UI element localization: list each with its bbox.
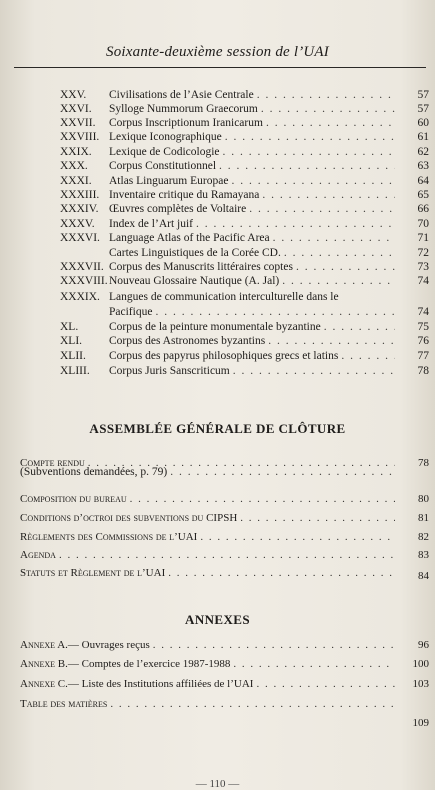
dot-leader: [107, 697, 395, 711]
dot-leader: [197, 530, 395, 544]
dot-leader: [265, 334, 395, 348]
toc-entry-page: 73: [417, 261, 429, 273]
toc-entry-title: Lexique Iconographique: [109, 131, 222, 143]
toc-entry-title-line: [109, 217, 395, 231]
toc-entry-number: XLI.: [60, 335, 83, 347]
assemblee-entry-title-line: [20, 511, 395, 525]
assemblee-entry-title: Compte rendu: [20, 457, 85, 469]
dot-leader: [253, 677, 395, 691]
assemblee-entry-page: 81: [418, 512, 429, 524]
page-number: — 110 —: [195, 778, 240, 790]
toc-entry-number: XXXI.: [60, 175, 92, 187]
toc-entry-number: XXXIII.: [60, 189, 100, 201]
toc-entry-number: XXVIII.: [60, 131, 100, 143]
assemblee-entry-page: 78: [418, 457, 429, 469]
assemblee-entry-title-line: [20, 492, 395, 506]
annex-entry-title: — Comptes de l’exercice 1987-1988: [67, 658, 231, 670]
toc-entry-title: Cartes Linguistiques de la Corée CD.: [109, 247, 281, 259]
section-heading-assemblee: ASSEMBLÉE GÉNÉRALE DE CLÔTURE: [89, 421, 346, 436]
toc-entry-title-line: [109, 320, 395, 334]
toc-entry-title-line: [109, 364, 395, 378]
dot-leader: [216, 159, 395, 173]
dot-leader: [220, 145, 396, 159]
assemblee-entry-page: 84: [418, 570, 429, 582]
dot-leader: [222, 130, 395, 144]
assemblee-entry-title: Règlements des Commissions de l’UAI: [20, 531, 198, 543]
toc-entry-title-line: [109, 116, 395, 130]
toc-entry-number: XXXIV.: [60, 203, 99, 215]
dot-leader: [263, 116, 395, 130]
toc-entry-title: Language Atlas of the Pacific Area: [109, 232, 270, 244]
assemblee-entry-title-line: [20, 548, 395, 562]
toc-entry-number: XLIII.: [60, 365, 90, 377]
toc-entry-title: Corpus des Astronomes byzantins: [109, 335, 266, 347]
toc-entry-page: 71: [417, 232, 429, 244]
dot-leader: [258, 102, 395, 116]
assemblee-entry-page: 80: [418, 493, 429, 505]
toc-entry-title-line: [109, 145, 395, 159]
toc-entry-title: Atlas Linguarum Europae: [109, 175, 229, 187]
assemblee-entry-title: (Subventions demandées, p. 79): [20, 466, 168, 478]
dot-leader: [152, 305, 395, 319]
dot-leader: [193, 217, 395, 231]
toc-entry-title: Corpus Inscriptionum Iranicarum: [109, 117, 263, 129]
toc-entry-page: 57: [417, 89, 429, 101]
assemblee-entry-page: 82: [418, 531, 429, 543]
running-header: Soixante-deuxième session de l’UAI: [106, 44, 329, 60]
dot-leader: [321, 320, 395, 334]
toc-entry-title-line: [109, 260, 395, 274]
dot-leader: [237, 511, 395, 525]
assemblee-entry-title-line: [20, 465, 395, 479]
toc-entry-page: 72: [417, 247, 429, 259]
section-heading-annexes: ANNEXES: [185, 612, 250, 627]
dot-leader: [246, 202, 395, 216]
toc-entry-title-line: [109, 246, 395, 260]
toc-entry-title-line: [109, 231, 395, 245]
dot-leader: [259, 188, 395, 202]
toc-entry-page: 65: [417, 189, 429, 201]
toc-entry-number: XLII.: [60, 350, 86, 362]
annex-entry-label: Table des matières: [20, 698, 108, 710]
annex-entry-label: Annexe B.: [20, 658, 68, 670]
toc-entry-title: Civilisations de l’Asie Centrale: [109, 89, 254, 101]
toc-entry-number: XXV.: [60, 89, 87, 101]
toc-entry-title: Corpus des papyrus philosophiques grecs et latins: [109, 350, 339, 362]
toc-entry-page: 75: [417, 321, 429, 333]
toc-entry-title-line: [109, 130, 395, 144]
dot-leader: [270, 231, 395, 245]
header-rule: [14, 67, 426, 68]
dot-leader: [127, 492, 395, 506]
dot-leader: [339, 290, 395, 304]
toc-entry-title: Lexique de Codicologie: [109, 146, 220, 158]
toc-entry-number: XXVI.: [60, 103, 92, 115]
toc-entry-page: 64: [417, 175, 429, 187]
dot-leader: [338, 349, 395, 363]
toc-entry-title-line: [109, 88, 395, 102]
toc-entry-title: Langues de communication interculturelle dans le: [109, 291, 339, 303]
dot-leader: [228, 174, 395, 188]
annex-entry-label: Annexe C.: [20, 678, 68, 690]
toc-entry-title: Pacifique: [109, 306, 153, 318]
toc-entry-title-line: [109, 174, 395, 188]
assemblee-entry-title: Composition du bureau: [20, 493, 127, 505]
toc-entry-page: 74: [417, 275, 429, 287]
toc-entry-title-line: [109, 349, 395, 363]
toc-entry-number: XXXVI.: [60, 232, 100, 244]
toc-entry-page: 66: [417, 203, 429, 215]
toc-entry-number: XXIX.: [60, 146, 92, 158]
dot-leader: [56, 548, 395, 562]
assemblee-entry-title-line: [20, 530, 395, 544]
toc-entry-page: 76: [417, 335, 429, 347]
toc-entry-number: XXXVII.: [60, 261, 104, 273]
toc-entry-number: XXXVIII.: [60, 275, 108, 287]
toc-entry-page: 77: [417, 350, 429, 362]
dot-leader: [230, 364, 395, 378]
toc-entry-number: XXX.: [60, 160, 88, 172]
toc-entry-number: XXXV.: [60, 218, 95, 230]
toc-entry-page: 57: [417, 103, 429, 115]
annex-entry-title-line: [20, 677, 395, 691]
dot-leader: [230, 657, 395, 671]
toc-entry-title-line: [109, 290, 395, 304]
toc-entry-title: Inventaire critique du Ramayana: [109, 189, 260, 201]
toc-entry-title: Sylloge Nummorum Graecorum: [109, 103, 258, 115]
toc-entry-number: XXXIX.: [60, 291, 100, 303]
annex-entry-title-line: [20, 697, 395, 711]
assemblee-entry-title: Conditions d’octroi des subventions du CIPSH: [20, 512, 238, 524]
dot-leader: [165, 566, 395, 580]
dot-leader: [281, 246, 395, 260]
annex-entry-title-line: [20, 638, 395, 652]
toc-entry-title-line: [109, 102, 395, 116]
annex-entry-title: — Ouvrages reçus: [67, 639, 150, 651]
annex-entry-title-line: [20, 657, 395, 671]
toc-entry-title: Corpus de la peinture monumentale byzantine: [109, 321, 321, 333]
toc-entry-title-line: [109, 274, 395, 288]
toc-entry-page: 70: [417, 218, 429, 230]
toc-entry-title-line: [109, 159, 395, 173]
toc-entry-title: Nouveau Glossaire Nautique (A. Jal): [109, 275, 280, 287]
toc-entry-page: 63: [417, 160, 429, 172]
toc-entry-title: Index de l’Art juif: [109, 218, 193, 230]
toc-entry-title: Corpus Juris Sanscriticum: [109, 365, 230, 377]
assemblee-entry-page: 83: [418, 549, 429, 561]
toc-entry-page: 60: [417, 117, 429, 129]
toc-entry-title: Corpus des Manuscrits littéraires coptes: [109, 261, 293, 273]
assemblee-entry-title: Agenda: [20, 549, 56, 561]
toc-entry-title: Corpus Constitutionnel: [109, 160, 217, 172]
toc-entry-title-line: [109, 334, 395, 348]
annex-entry-page: 100: [412, 658, 429, 670]
dot-leader: [150, 638, 395, 652]
toc-entry-page: 61: [417, 131, 429, 143]
toc-entry-title-line: [109, 202, 395, 216]
toc-entry-title-line: [109, 188, 395, 202]
dot-leader: [293, 260, 395, 274]
toc-entry-title-line: [109, 305, 395, 319]
toc-entry-page: 78: [417, 365, 429, 377]
toc-entry-page: 74: [417, 306, 429, 318]
assemblee-entry-title-line: [20, 566, 395, 580]
toc-entry-number: XL.: [60, 321, 79, 333]
dot-leader: [279, 274, 395, 288]
toc-entry-number: XXVII.: [60, 117, 96, 129]
toc-entry-title: Œuvres complètes de Voltaire: [109, 203, 247, 215]
annex-entry-page: 96: [418, 639, 429, 651]
dot-leader: [167, 465, 395, 479]
annex-entry-label: Annexe A.: [20, 639, 68, 651]
annex-entry-page: 103: [412, 678, 429, 690]
dot-leader: [254, 88, 395, 102]
assemblee-entry-title: Statuts et Règlement de l’UAI: [20, 567, 166, 579]
annex-entry-page: 109: [412, 717, 429, 729]
annex-entry-title: — Liste des Institutions affiliées de l’UAI: [67, 678, 254, 690]
toc-entry-page: 62: [417, 146, 429, 158]
